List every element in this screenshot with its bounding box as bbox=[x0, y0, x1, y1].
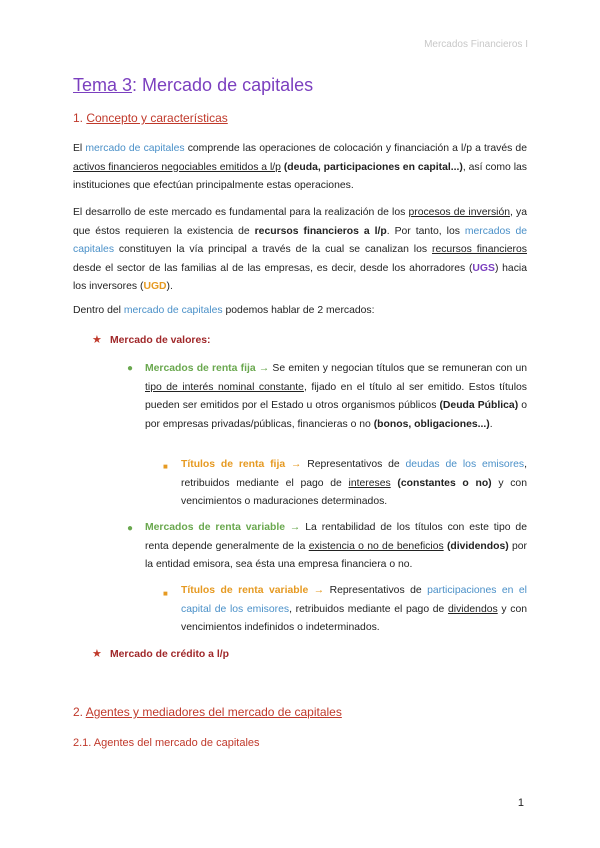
section-2-title: Agentes y mediadores del mercado de capitales bbox=[85, 705, 342, 719]
titulos-renta-fija-item: Títulos de renta fija → Representativos de deudas de los emisores, retribuidos mediante el pago de intereses (constantes o no) y con vencimientos o maduraciones determinados. bbox=[181, 459, 528, 507]
running-header: Mercados Financieros I bbox=[424, 39, 528, 50]
page-title bbox=[73, 75, 313, 96]
paragraph-3: Dentro del mercado de capitales podemos hablar de 2 mercados: bbox=[73, 305, 375, 316]
renta-fija-item: Mercados de renta fija → Se emiten y negocian títulos que se remuneran con un tipo de interés nominal constante, fijado en el título al ser emitido. Estos títulos pueden ser emitidos por el Estado u otros organismos públicos (Deuda Pública) o por empresas privadas/públicas, financieras o no (bonos, obligaciones...). bbox=[145, 363, 528, 430]
section-2-heading bbox=[73, 705, 342, 719]
section-1-number: 1. bbox=[73, 111, 87, 125]
square-bullet-icon: ■ bbox=[163, 462, 168, 471]
circle-bullet-icon: ● bbox=[127, 363, 134, 374]
section-2-number: 2. bbox=[73, 705, 86, 719]
subsection-2-1-heading: 2.1. Agentes del mercado de capitales bbox=[73, 737, 260, 749]
title-rest: : Mercado de capitales bbox=[132, 75, 314, 95]
mercado-credito-label: Mercado de crédito a l/p bbox=[110, 649, 229, 660]
mercado-valores-label: Mercado de valores: bbox=[110, 335, 211, 346]
star-bullet-icon: ★ bbox=[92, 648, 102, 660]
titulos-renta-variable-item: Títulos de renta variable → Representativos de participaciones en el capital de los emisores, retribuidos mediante el pago de dividendos y con vencimientos indefinidos o indeterminados. bbox=[181, 585, 527, 633]
section-1-heading bbox=[73, 111, 228, 125]
paragraph-2: El desarrollo de este mercado es fundamental para la realización de los procesos de inversión, ya que éstos requieren la existencia de recursos financieros a l/p. Por tanto, los mercados de capitales constituyen la vía principal a través de la cual se canalizan los recursos financieros desde el sector de las familias al de las empresas, es decir, desde los ahorradores (UGS) hacia los inversores (UGD). bbox=[73, 207, 528, 292]
title-prefix: Tema 3 bbox=[73, 75, 133, 95]
star-bullet-icon: ★ bbox=[92, 334, 102, 346]
circle-bullet-icon: ● bbox=[127, 523, 134, 534]
page-number: 1 bbox=[517, 797, 524, 809]
paragraph-1: El mercado de capitales comprende las operaciones de colocación y financiación a l/p a través de activos financieros negociables emitidos a l/p (deuda, participaciones en capital...), así como las instituciones que efectúan principalmente estas operaciones. bbox=[73, 143, 527, 191]
square-bullet-icon: ■ bbox=[163, 589, 168, 598]
renta-variable-item: Mercados de renta variable → La rentabilidad de los títulos con este tipo de renta depende generalmente de la existencia o no de beneficios (dividendos) por la entidad emisora, sea ésta una empresa financiera o no. bbox=[145, 522, 528, 570]
section-1-title: Concepto y características bbox=[86, 111, 228, 125]
